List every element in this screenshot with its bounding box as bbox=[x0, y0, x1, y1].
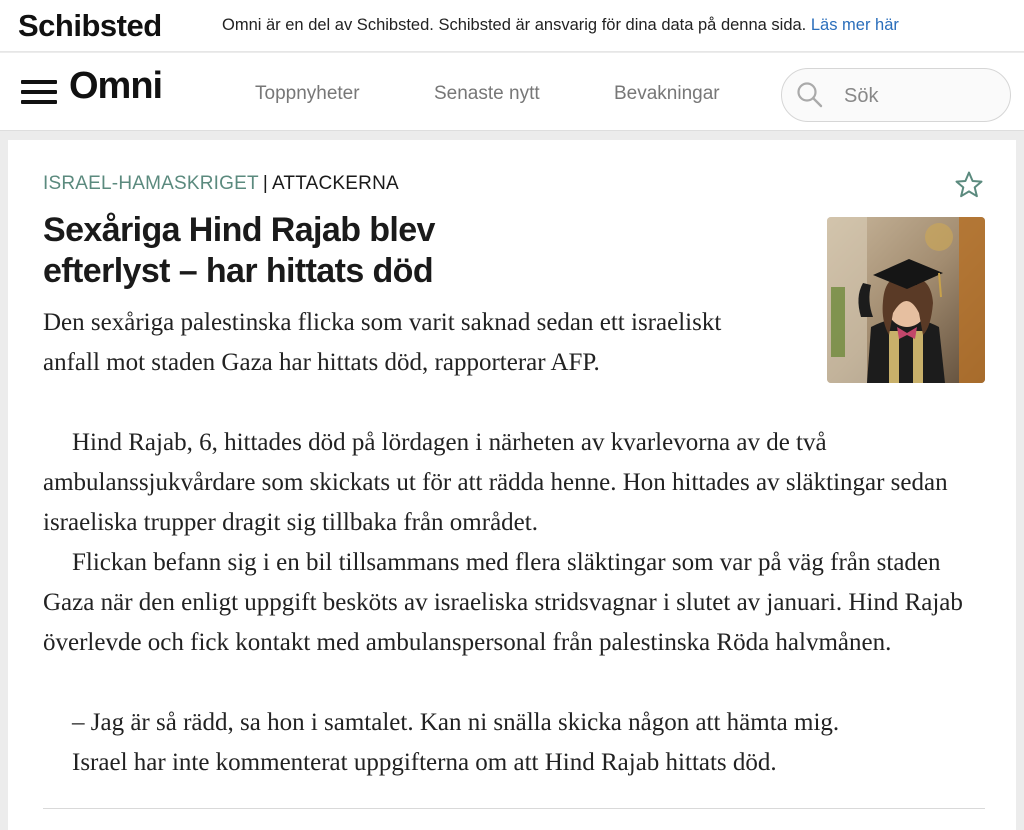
article-paragraph-4: Israel har inte kommenterat uppgifterna om att Hind Rajab hittats död. bbox=[72, 749, 777, 776]
schibsted-bar bbox=[0, 0, 1024, 52]
article-headline: Sexåriga Hind Rajab blev efterlyst – har hittats död bbox=[43, 211, 435, 290]
nav-link-bevakningar[interactable]: Bevakningar bbox=[614, 83, 720, 104]
schibsted-logo[interactable]: Schibsted bbox=[18, 8, 162, 43]
search-icon[interactable] bbox=[796, 81, 824, 109]
privacy-notice bbox=[222, 16, 899, 35]
star-icon[interactable] bbox=[954, 170, 984, 200]
article-paragraph-1: Hind Rajab, 6, hittades död på lördagen i närheten av kvarlevorna av de två ambulanssjukvårdare som skickats ut för att rädda henne. Hon hittades av släktingar sedan israeliska trupper dragit sig tillbaka från området. bbox=[43, 429, 948, 536]
main-navbar bbox=[0, 53, 1024, 131]
search-input[interactable] bbox=[844, 82, 994, 110]
hamburger-menu-icon[interactable] bbox=[21, 80, 57, 104]
article-lead: Den sexåriga palestinska flicka som varit saknad sedan ett israeliskt anfall mot staden Gaza har hittats död, rapporterar AFP. bbox=[43, 309, 722, 376]
nav-link-senaste-nytt[interactable]: Senaste nytt bbox=[434, 83, 540, 104]
article-category bbox=[43, 173, 399, 195]
privacy-notice-text: Omni är en del av Schibsted. Schibsted är ansvarig för dina data på denna sida. bbox=[222, 16, 807, 34]
article-thumbnail[interactable] bbox=[827, 217, 985, 383]
read-more-link[interactable]: Läs mer här bbox=[810, 16, 899, 34]
category-separator: | bbox=[262, 173, 268, 194]
article-quote: – Jag är så rädd, sa hon i samtalet. Kan ni snälla skicka någon att hämta mig. bbox=[72, 709, 840, 736]
category-link[interactable]: ISRAEL-HAMASKRIGET bbox=[43, 173, 259, 194]
nav-link-toppnyheter[interactable]: Toppnyheter bbox=[255, 83, 360, 104]
article-divider bbox=[43, 808, 985, 809]
article-card bbox=[8, 140, 1016, 830]
girl-graduation-photo bbox=[827, 217, 985, 383]
search-box[interactable] bbox=[781, 68, 1011, 122]
omni-logo[interactable]: Omni bbox=[69, 65, 163, 107]
subcategory-link[interactable]: ATTACKERNA bbox=[271, 173, 399, 194]
article-paragraph-2: Flickan befann sig i en bil tillsammans med flera släktingar som var på väg från staden Gaza när den enligt uppgift besköts av israeliska stridsvagnar i slutet av januari. Hind Rajab överlevde och fick kontakt med ambulanspersonal från palestinska Röda halvmånen. bbox=[43, 549, 963, 656]
